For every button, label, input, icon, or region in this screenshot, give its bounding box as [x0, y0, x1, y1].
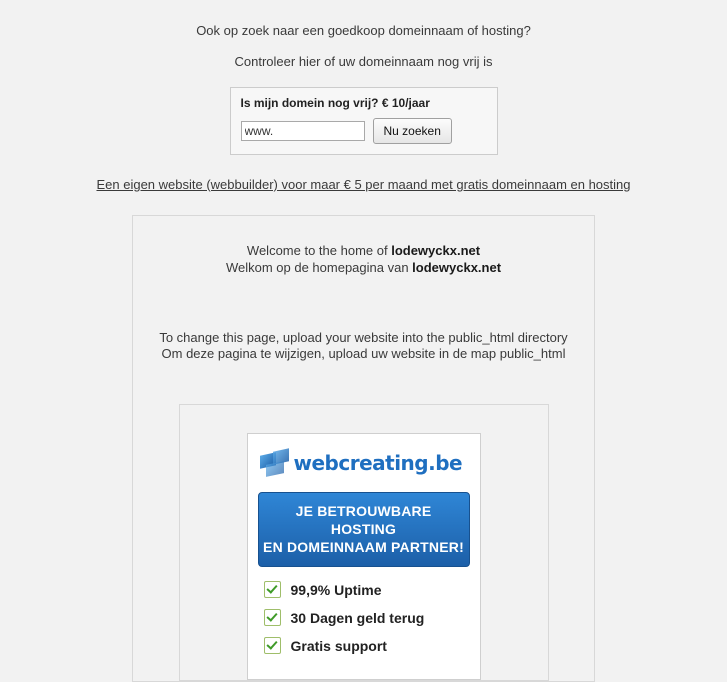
feature-label: 30 Dagen geld terug	[290, 609, 425, 626]
promo-line-2: Controleer hier of uw domeinnaam nog vrij is	[234, 54, 493, 69]
welcome-nl-domain: lodewyckx.net	[412, 260, 502, 275]
list-item	[264, 637, 470, 654]
banner-cta-line-2: EN DOMEINNAAM PARTNER!	[263, 539, 464, 555]
list-item	[264, 581, 470, 598]
banner-logo-text: webcreating.be	[293, 451, 463, 475]
promo-line-1: Ook op zoek naar een goedkoop domeinnaam of hosting?	[196, 23, 531, 38]
domain-search-button[interactable]: Nu zoeken	[373, 118, 452, 144]
webcreating-logo-icon	[258, 448, 292, 478]
welcome-en-prefix: Welcome to the home of	[246, 243, 392, 258]
domain-search-row	[241, 118, 487, 144]
promo-section	[0, 0, 727, 73]
welcome-nl-prefix: Welkom op de homepagina van	[225, 260, 413, 275]
check-icon	[264, 609, 281, 626]
welcome-en-domain: lodewyckx.net	[391, 243, 481, 258]
webbuilder-link[interactable]: Een eigen website (webbuilder) voor maar € 5 per maand met gratis domeinnaam en hosting	[96, 177, 631, 192]
instructions-section	[145, 330, 582, 362]
hosting-banner[interactable]	[247, 433, 481, 680]
instruction-en: To change this page, upload your website into the public_html directory	[159, 330, 568, 345]
domain-search-title: Is mijn domein nog vrij? € 10/jaar	[240, 96, 430, 110]
instruction-nl: Om deze pagina te wijzigen, upload uw website in de map public_html	[161, 346, 566, 361]
domain-search-input[interactable]	[241, 121, 365, 141]
check-icon	[264, 581, 281, 598]
list-item	[264, 609, 470, 626]
banner-frame	[179, 404, 549, 681]
check-icon	[264, 637, 281, 654]
banner-cta-button[interactable]	[258, 492, 470, 567]
banner-cta-line-1: JE BETROUWBARE HOSTING	[295, 503, 432, 537]
feature-label: 99,9% Uptime	[290, 581, 382, 598]
feature-label: Gratis support	[290, 637, 387, 654]
welcome-line-nl	[145, 259, 582, 276]
domain-search-box	[230, 87, 498, 155]
welcome-line-en	[145, 242, 582, 259]
content-panel	[132, 215, 595, 682]
banner-logo	[258, 446, 470, 480]
banner-feature-list	[258, 581, 470, 654]
